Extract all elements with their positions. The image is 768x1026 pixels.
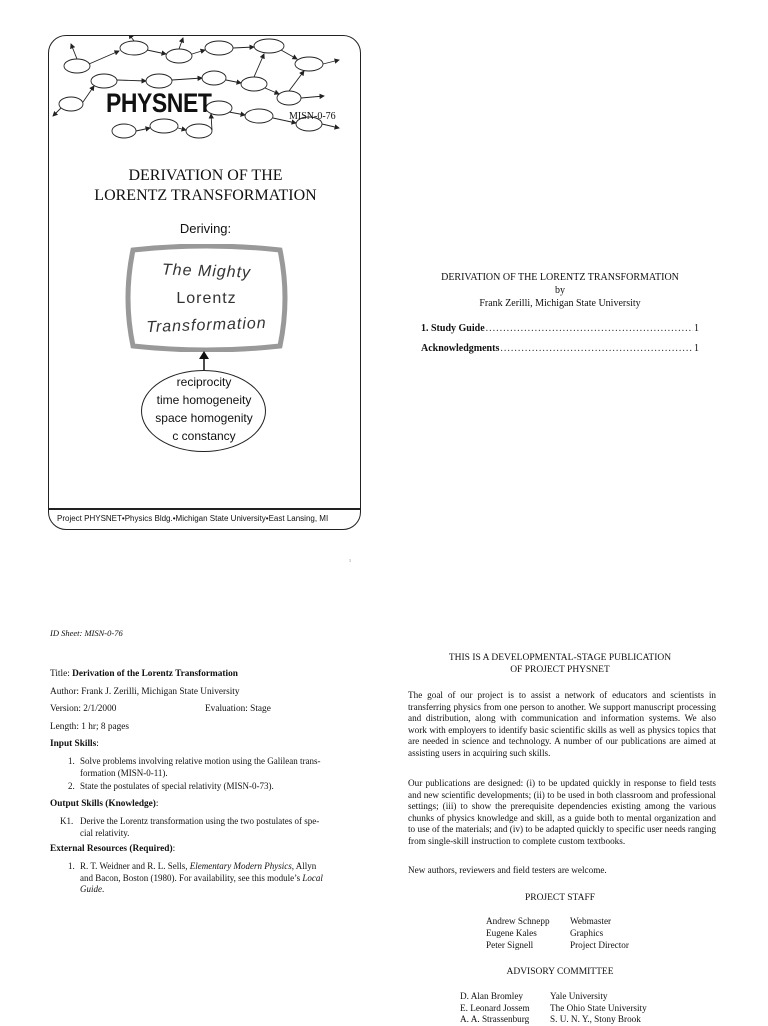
id-author: Author: Frank J. Zerilli, Michigan State University bbox=[50, 687, 240, 697]
output-skill-num: K1. bbox=[60, 816, 74, 826]
advisory-name: D. Alan Bromley bbox=[460, 991, 524, 1001]
external-resources-heading: External Resources (Required): bbox=[50, 844, 176, 854]
physnet-logo: PHYSNET bbox=[106, 88, 212, 118]
postulates-list bbox=[129, 373, 279, 445]
cover-title-line1: DERIVATION OF THE bbox=[128, 167, 283, 184]
doc-by: by bbox=[555, 285, 565, 296]
cover-title-line2: LORENTZ TRANSFORMATION bbox=[94, 187, 317, 204]
toc-label: 1. Study Guide bbox=[421, 323, 485, 334]
screen-line3: Transformation bbox=[146, 314, 267, 337]
cover-footer: Project PHYSNET•Physics Bldg.•Michigan State University•East Lansing, MI bbox=[57, 514, 329, 523]
toc-label: Acknowledgments bbox=[421, 343, 500, 354]
staff-name: Eugene Kales bbox=[486, 928, 537, 938]
advisory-name: A. A. Strassenburg bbox=[460, 1014, 530, 1024]
advisory-name: E. Leonard Jossem bbox=[460, 1003, 530, 1013]
footer-divider bbox=[49, 508, 361, 510]
page-number: 1 bbox=[349, 558, 351, 563]
toc-item[interactable] bbox=[421, 343, 699, 354]
postulate-item: c constancy bbox=[172, 429, 236, 443]
publication-para-3: New authors, reviewers and field testers are welcome. bbox=[408, 865, 607, 875]
advisory-org: S. U. N. Y., Stony Brook bbox=[550, 1014, 641, 1024]
postulate-item: space homogenity bbox=[155, 411, 253, 425]
id-evaluation: Evaluation: Stage bbox=[205, 704, 271, 714]
input-skill-text: State the postulates of special relativity (MISN-0-73). bbox=[80, 781, 274, 791]
toc-leader bbox=[486, 323, 693, 334]
up-arrow-icon bbox=[196, 351, 212, 371]
staff-heading: PROJECT STAFF bbox=[524, 893, 596, 903]
input-skills-heading: Input Skills: bbox=[50, 739, 99, 749]
advisory-heading: ADVISORY COMMITTEE bbox=[506, 967, 614, 977]
staff-role: Graphics bbox=[570, 928, 604, 938]
staff-name: Andrew Schnepp bbox=[486, 916, 550, 926]
resource-text: R. T. Weidner and R. L. Sells, Elementary Modern Physics, Allyn and Bacon, Boston (1980). For availability, see this module’s Local Guide. bbox=[80, 861, 323, 894]
cover-card bbox=[48, 35, 361, 530]
toc-page: 1 bbox=[694, 323, 699, 334]
screen-line2: Lorentz bbox=[176, 290, 237, 307]
deriving-label: Deriving: bbox=[179, 221, 232, 236]
advisory-org: The Ohio State University bbox=[550, 1003, 647, 1013]
screen-line1: The Mighty bbox=[161, 261, 252, 282]
input-skill-num: 1. bbox=[68, 756, 75, 766]
staff-role: Project Director bbox=[570, 940, 629, 950]
cover-title bbox=[49, 166, 361, 206]
id-title-label: Title: bbox=[50, 669, 70, 679]
misn-code: MISN-0-76 bbox=[289, 111, 336, 122]
resource-num: 1. bbox=[68, 861, 75, 871]
publication-heading-2: OF PROJECT PHYSNET bbox=[510, 665, 610, 675]
id-version: Version: 2/1/2000 bbox=[50, 704, 117, 714]
id-sheet-header: ID Sheet: MISN-0-76 bbox=[50, 628, 123, 638]
output-skill-text: Derive the Lorentz transformation using the two postulates of spe- cial relativity. bbox=[80, 816, 320, 838]
staff-name: Peter Signell bbox=[486, 940, 534, 950]
publication-para-1: The goal of our project is to assist a network of educators and scientists in transferring physics from one person to another. We support manuscript processing and distribution, along with communication and information systems. We also work with employers to identify basic scientific skills as well as physics topics that are needed in science and technology. A number of our publications are aimed at assisting users in acquiring such skills. bbox=[408, 690, 716, 758]
id-title-value: Derivation of the Lorentz Transformation bbox=[72, 669, 238, 679]
toc-page: 1 bbox=[694, 343, 699, 354]
advisory-org: Yale University bbox=[550, 991, 608, 1001]
staff-role: Webmaster bbox=[570, 916, 612, 926]
input-skill-text: Solve problems involving relative motion using the Galilean trans- formation (MISN-0-11). bbox=[80, 756, 321, 778]
id-title bbox=[50, 668, 360, 680]
doc-title: DERIVATION OF THE LORENTZ TRANSFORMATION bbox=[441, 272, 679, 283]
toc-leader bbox=[500, 343, 693, 354]
publication-para-2: Our publications are designed: (i) to be updated quickly in response to field tests and new scientific developments; (ii) to be used in both classroom and professional settings; (iii) to show the prerequisite dependencies existing among the various chunks of physics knowledge and skill, as a guide both to mental organization and to use of the materials; and (iv) to be adapted quickly to specific user needs ranging from single-skill instruction to complete custom textbooks. bbox=[408, 778, 716, 846]
input-skill-num: 2. bbox=[68, 781, 75, 791]
tv-screen-text bbox=[124, 258, 289, 339]
output-skills-heading: Output Skills (Knowledge): bbox=[50, 799, 159, 809]
postulate-item: time homogeneity bbox=[156, 393, 252, 407]
postulate-item: reciprocity bbox=[176, 375, 232, 389]
doc-author: Frank Zerilli, Michigan State University bbox=[479, 298, 641, 309]
toc-item[interactable] bbox=[421, 323, 699, 334]
id-length: Length: 1 hr; 8 pages bbox=[50, 722, 130, 732]
publication-heading-1: THIS IS A DEVELOPMENTAL-STAGE PUBLICATION bbox=[448, 653, 672, 663]
